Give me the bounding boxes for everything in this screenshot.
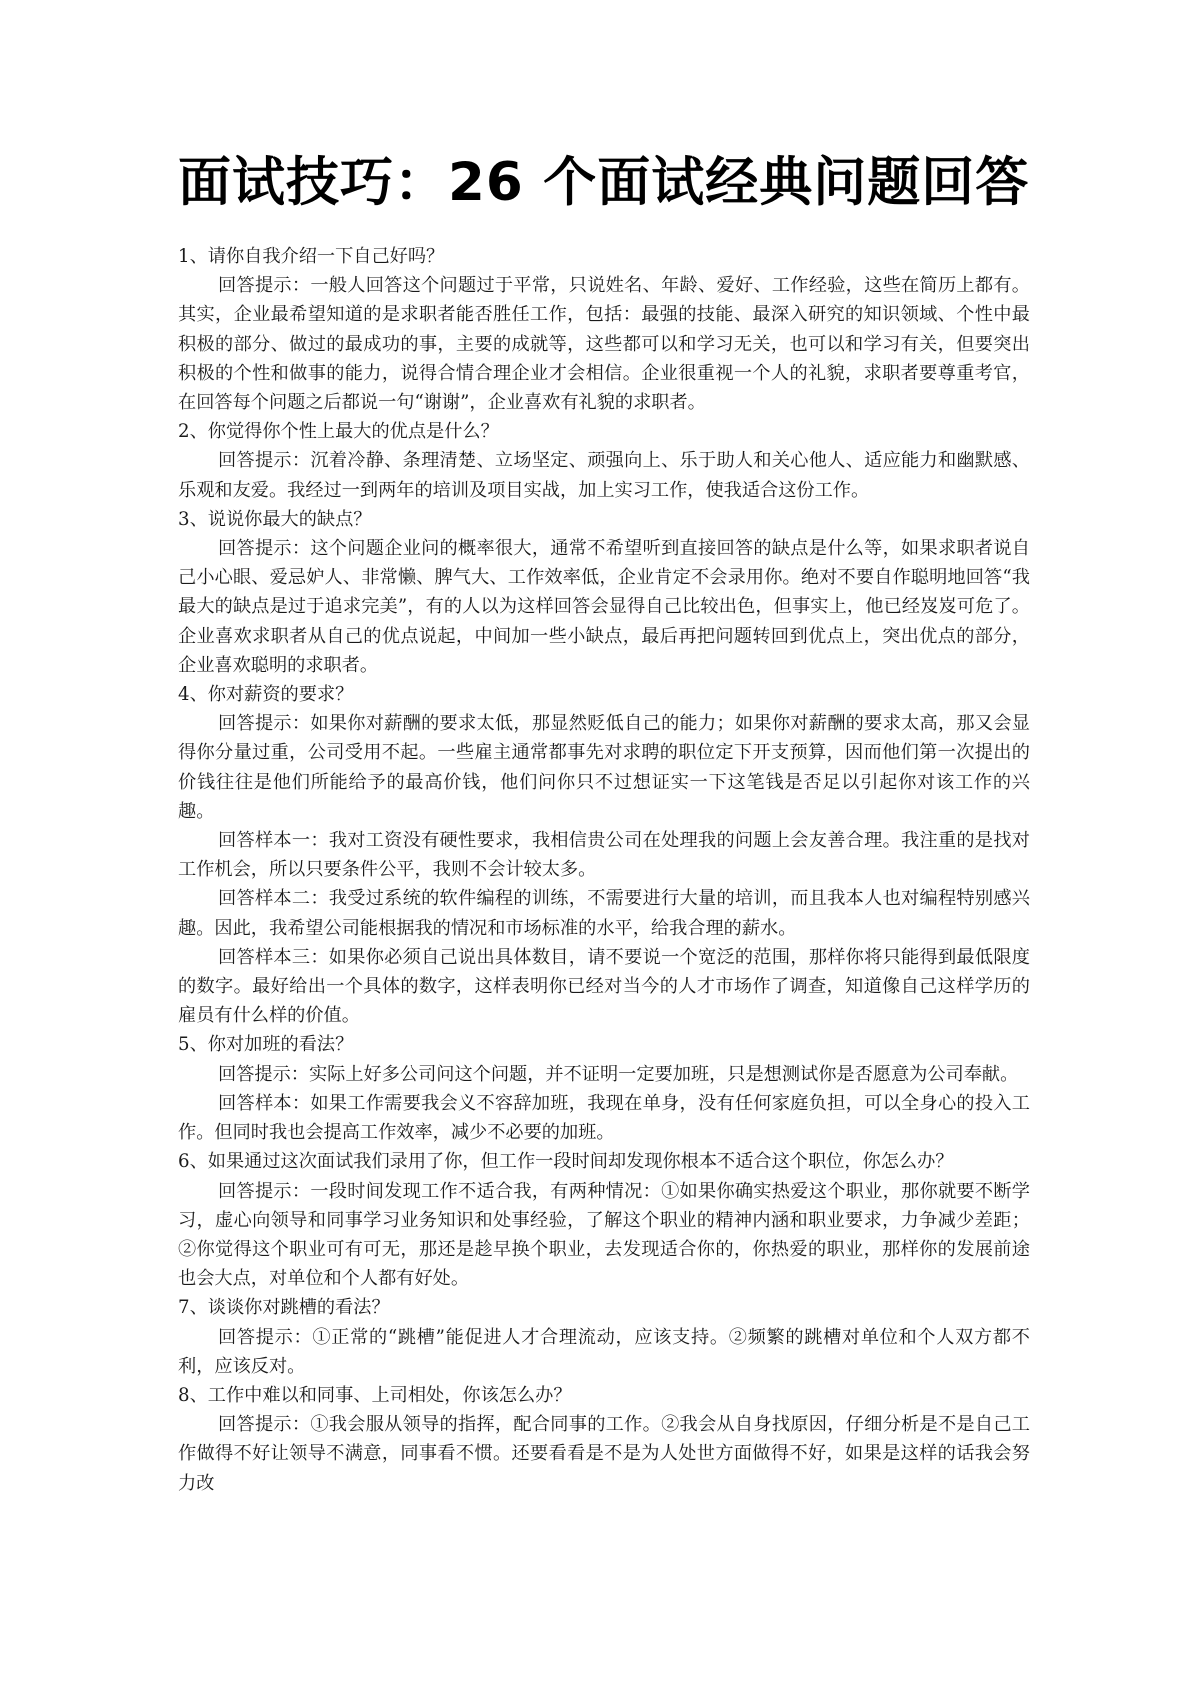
page-title: 面试技巧：26 个面试经典问题回答 (178, 152, 1030, 213)
question-6: 6、如果通过这次面试我们录用了你，但工作一段时间却发现你根本不适合这个职位，你怎么办？ (178, 1151, 954, 1173)
answer-5-sample: 回答样本：如果工作需要我会义不容辞加班，我现在单身，没有任何家庭负担，可以全身心的投入工作。但同时我也会提高工作效率，减少不必要的加班。 (178, 1092, 1030, 1144)
answer-5-hint: 回答提示：实际上好多公司问这个问题，并不证明一定要加班，只是想测试你是否愿意为公司奉献。 (218, 1063, 1019, 1085)
question-1: 1、请你自我介绍一下自己好吗？ (178, 246, 445, 267)
question-7: 7、谈谈你对跳槽的看法？ (178, 1297, 390, 1319)
answer-4-sample-1: 回答样本一：我对工资没有硬性要求，我相信贵公司在处理我的问题上会友善合理。我注重的是找对工作机会，所以只要条件公平，我则不会计较太多。 (178, 830, 1030, 881)
answer-2-hint: 回答提示：沉着冷静、条理清楚、立场坚定、顽强向上、乐于助人和关心他人、适应能力和幽默感、乐观和友爱。我经过一到两年的培训及项目实战，加上实习工作，使我适合这份工作。 (178, 450, 1030, 501)
answer-4-sample-2: 回答样本二：我受过系统的软件编程的训练，不需要进行大量的培训，而且我本人也对编程特别感兴趣。因此，我希望公司能根据我的情况和市场标准的水平，给我合理的薪水。 (178, 888, 1030, 939)
answer-6-hint: 回答提示：一段时间发现工作不适合我，有两种情况：①如果你确实热爱这个职业，那你就要不断学习，虚心向领导和同事学习业务知识和处事经验，了解这个职业的精神内涵和职业要求，力争减少差距；②你觉得这个职业可有可无，那还是趁早换个职业，去发现适合你的，你热爱的职业，那样你的发展前途也会大点，对单位和个人都有好处。 (178, 1180, 1030, 1290)
answer-7-hint: 回答提示：①正常的“跳槽”能促进人才合理流动，应该支持。②频繁的跳槽对单位和个人双方都不利，应该反对。 (178, 1326, 1030, 1377)
answer-4-sample-3: 回答样本三：如果你必须自己说出具体数目，请不要说一个宽泛的范围，那样你将只能得到最低限度的数字。最好给出一个具体的数字，这样表明你已经对当今的人才市场作了调查，知道像自己这样学历的雇员有什么样的价值。 (178, 946, 1030, 1027)
answer-4-hint: 回答提示：如果你对薪酬的要求太低，那显然贬低自己的能力；如果你对薪酬的要求太高，那又会显得你分量过重，公司受用不起。一些雇主通常都事先对求聘的职位定下开支预算，因而他们第一次提出的价钱往往是他们所能给予的最高价钱，他们问你只不过想证实一下这笔钱是否足以引起你对该工作的兴趣。 (178, 713, 1030, 822)
question-4: 4、你对薪资的要求？ (178, 684, 354, 706)
answer-1-hint: 回答提示：一般人回答这个问题过于平常，只说姓名、年龄、爱好、工作经验，这些在简历上都有。其实，企业最希望知道的是求职者能否胜任工作，包括：最强的技能、最深入研究的知识领域、个性中最积极的部分、做过的最成功的事，主要的成就等，这些都可以和学习无关，也可以和学习有关，但要突出积极的个性和做事的能力，说得合情合理企业才会相信。企业很重视一个人的礼貌，求职者要尊重考官，在回答每个问题之后都说一句“谢谢”，企业喜欢有礼貌的求职者。 (178, 275, 1030, 414)
document-body (178, 242, 1030, 1498)
question-5: 5、你对加班的看法？ (178, 1034, 354, 1056)
question-3: 3、说说你最大的缺点？ (178, 508, 372, 530)
question-2: 2、你觉得你个性上最大的优点是什么？ (178, 421, 499, 443)
question-8: 8、工作中难以和同事、上司相处，你该怎么办？ (178, 1384, 572, 1406)
answer-3-hint: 回答提示：这个问题企业问的概率很大，通常不希望听到直接回答的缺点是什么等，如果求职者说自己小心眼、爱忌妒人、非常懒、脾气大、工作效率低，企业肯定不会录用你。绝对不要自作聪明地回答“我最大的缺点是过于追求完美”，有的人以为这样回答会显得自己比较出色，但事实上，他已经岌岌可危了。企业喜欢求职者从自己的优点说起，中间加一些小缺点，最后再把问题转回到优点上，突出优点的部分，企业喜欢聪明的求职者。 (178, 538, 1030, 676)
answer-8-hint: 回答提示：①我会服从领导的指挥，配合同事的工作。②我会从自身找原因，仔细分析是不是自己工作做得不好让领导不满意，同事看不惯。还要看看是不是为人处世方面做得不好，如果是这样的话我会努力改 (178, 1414, 1030, 1494)
